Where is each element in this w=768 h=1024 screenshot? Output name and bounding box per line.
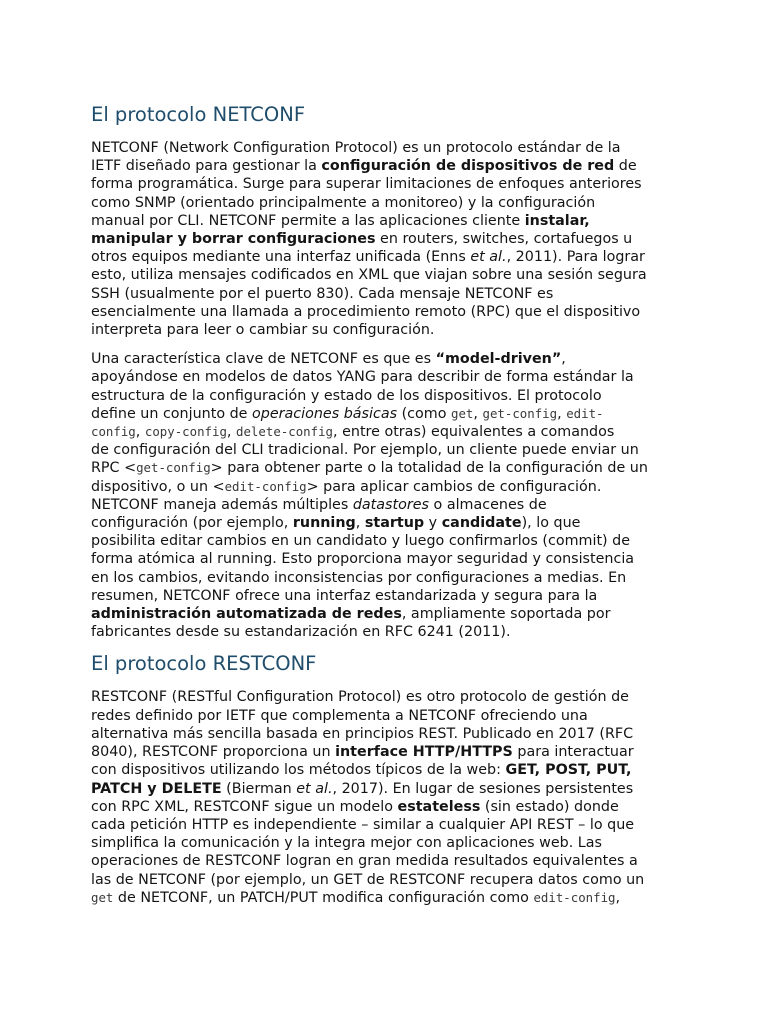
netconf-paragraph-2: Una característica clave de NETCONF es que es “model-driven”, apoyándose en modelos de datos YANG para describir de forma estándar la estructura de la configuración y estado de los dispositivos. El protocolo define un conjunto de operaciones básicas (como get, get-config, edit- config, copy-config, delete-config, entre otras) equivalentes a comandos de configuración del CLI tradicional. Por ejemplo, un cliente puede enviar un RPC <get-config> para obtener parte o la totalidad de la configuración de un dispositivo, o un <edit-config> para aplicar cambios de configuración. NETCONF maneja además múltiples datastores o almacenes de configuración (por ejemplo, running, startup y candidate), lo que posibilita editar cambios en un candidato y luego confirmarlos (commit) de forma atómica al running. Esto proporciona mayor seguridad y consistencia en los cambios, evitando inconsistencias por configuraciones a medias. En resumen, NETCONF ofrece una interfaz estandarizada y segura para la administración automatizada de redes, ampliamente soportada por fabricantes desde su estandarización en RFC 6241 (2011). (91, 351, 648, 641)
document-content (91, 103, 691, 918)
netconf-paragraph-1: NETCONF (Network Configuration Protocol) es un protocolo estándar de la IETF diseñado para gestionar la configuración de dispositivos de red de forma programática. Surge para superar limitaciones de enfoques anteriores como SNMP (orientado principalmente a monitoreo) y la configuración manual por CLI. NETCONF permite a las aplicaciones cliente instalar, manipular y borrar configuraciones en routers, switches, cortafuegos u otros equipos mediante una interfaz unificada (Enns et al., 2011). Para lograr esto, utiliza mensajes codificados en XML que viajan sobre una sesión segura SSH (usualmente por el puerto 830). Cada mensaje NETCONF es esencialmente una llamada a procedimiento remoto (RPC) que el dispositivo interpreta para leer o cambiar su configuración. (91, 140, 647, 339)
restconf-paragraph-1: RESTCONF (RESTful Configuration Protocol) es otro protocolo de gestión de redes definido por IETF que complementa a NETCONF ofreciendo una alternativa más sencilla basada en principios REST. Publicado en 2017 (RFC 8040), RESTCONF proporciona un interface HTTP/HTTPS para interactuar con dispositivos utilizando los métodos típicos de la web: GET, POST, PUT, PATCH y DELETE (Bierman et al., 2017). En lugar de sesiones persistentes con RPC XML, RESTCONF sigue un modelo estateless (sin estado) donde cada petición HTTP es independiente – similar a cualquier API REST – lo que simplifica la comunicación y la integra mejor con aplicaciones web. Las operaciones de RESTCONF logran en gran medida resultados equivalentes a las de NETCONF (por ejemplo, un GET de RESTCONF recupera datos como un get de NETCONF, un PATCH/PUT modifica configuración como edit-config, (91, 689, 645, 906)
heading-restconf: El protocolo RESTCONF (91, 652, 317, 676)
heading-netconf: El protocolo NETCONF (91, 103, 306, 126)
